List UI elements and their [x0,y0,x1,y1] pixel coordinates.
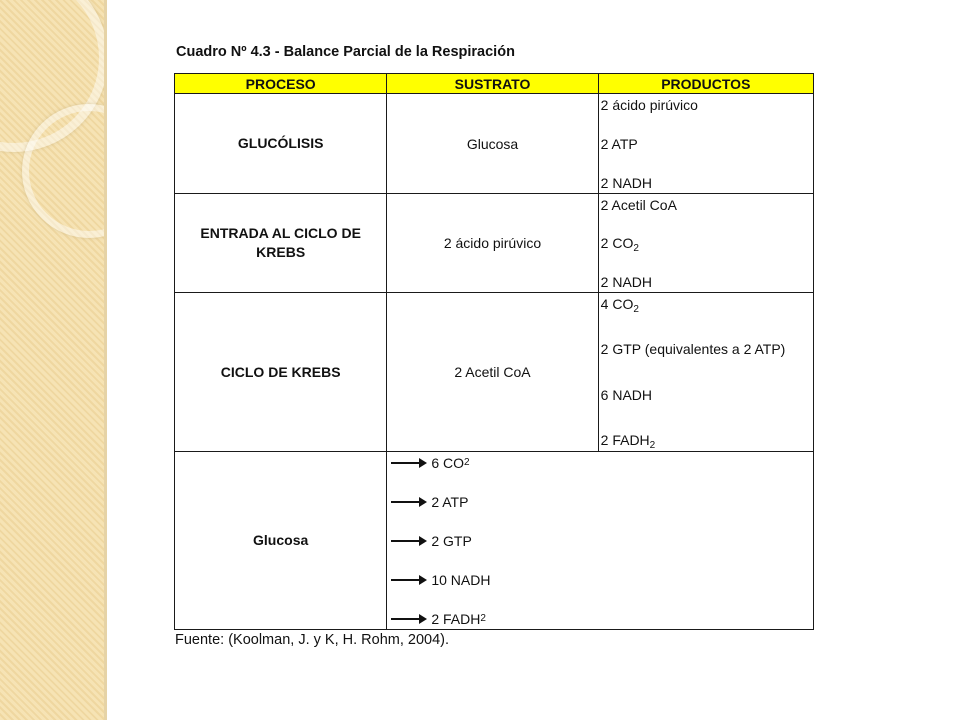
respiration-balance-table [174,73,814,630]
table-row [175,94,814,194]
product-item: 2 GTP (equivalentes a 2 ATP) [600,341,786,358]
sustrato-cell: 2 Acetil CoA [387,293,598,452]
source-citation: Fuente: (Koolman, J. y K, H. Rohm, 2004). [175,632,450,648]
table-row [175,293,814,452]
productos-cell [598,94,813,194]
decorative-side-panel [0,0,104,720]
product-item: 2 $CO_2$ [600,235,639,254]
product-item: 4 $CO_2$ [600,295,639,315]
product-item: 2 NADH [600,174,653,191]
arrow-right-icon [391,618,425,620]
summary-products-cell [387,452,814,630]
header-sustrato: SUSTRATO [387,74,598,94]
proceso-cell: CICLO DE KREBS [175,293,387,452]
summary-item: 6 CO 2 [387,454,813,472]
side-panel-edge [104,0,107,720]
summary-item: 2 GTP [387,532,813,550]
product-item: 2 ácido pirúvico [600,96,698,113]
product-item: 2 NADH [600,273,653,290]
arrow-right-icon [391,579,425,581]
header-productos: PRODUCTOS [598,74,813,94]
arrow-right-icon [391,501,425,503]
summary-item: 10 NADH [387,571,813,589]
product-item: 6 NADH [600,386,653,403]
sustrato-cell: Glucosa [387,94,598,194]
productos-cell [598,293,813,452]
table-caption: Cuadro Nº 4.3 - Balance Parcial de la Respiración [176,44,515,60]
product-item: 2 ATP [600,135,638,152]
header-row [175,74,814,94]
proceso-cell: GLUCÓLISIS [175,94,387,194]
productos-cell [598,194,813,293]
product-item: 2 $FADH_2$ [600,432,656,452]
summary-item: 2 ATP [387,493,813,511]
proceso-cell: ENTRADA AL CICLO DE KREBS [175,194,387,293]
summary-row [175,452,814,630]
summary-proceso-cell: Glucosa [175,452,387,630]
table-row [175,194,814,293]
arrow-right-icon [391,462,425,464]
product-item: 2 Acetil CoA [600,196,677,213]
sustrato-cell: 2 ácido pirúvico [387,194,598,293]
header-proceso: PROCESO [175,74,387,94]
summary-item: 2 FADH 2 [387,610,813,628]
arrow-right-icon [391,540,425,542]
